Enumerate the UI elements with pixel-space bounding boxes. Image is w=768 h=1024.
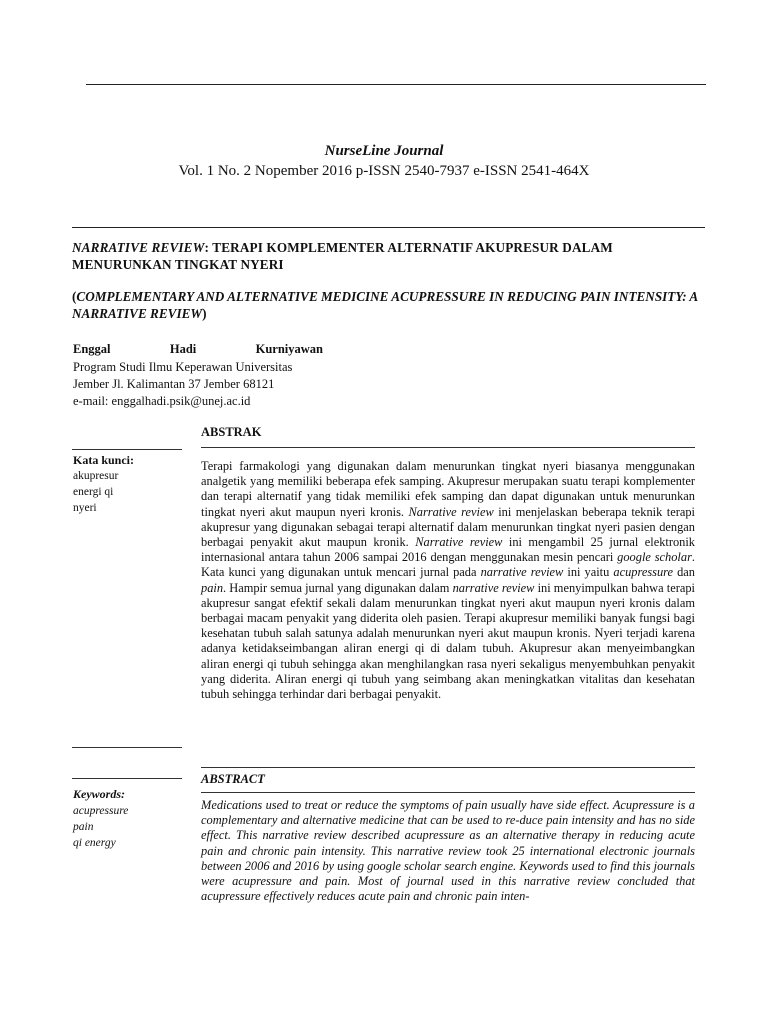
keywords-top-rule [72, 778, 182, 779]
title-en-text: COMPLEMENTARY AND ALTERNATIVE MEDICINE ACUPRESSURE IN REDUCING PAIN INTENSITY: A NARRATIVE REVIEW [72, 289, 698, 321]
article-title-indonesian [72, 239, 702, 273]
author-email: e-mail: enggalhadi.psik@unej.ac.id [73, 394, 251, 408]
keywords-item: pain [73, 821, 94, 833]
italic-term: acupressure [613, 565, 674, 580]
abstrak-bottom-rule [72, 747, 182, 748]
kata-kunci-top-rule [72, 449, 182, 450]
abstrak-body: Terapi farmakologi yang digunakan dalam menurunkan tingkat nyeri biasanya menggunakan analgetik yang memiliki beberapa efek samping. Akupresur merupakan suatu terapi komplementer dan terapi alternatif yang tidak memiliki efek samping dan dapat digunakan untuk menurunkan tingkat nyeri akut maupun nyeri kronis. Narrative review ini menjelaskan beberapa teknik terapi akupresur yang digunakan sebagai terapi alternatif dalam menurunkan tingkat nyeri pasien dengan berbagai penyakit akut maupun kronik. Narrative review ini mengambil 25 jurnal elektronik internasional antara tahun 2006 sampai 2016 dengan menggunakan mesin pencari google scholar. Kata kunci yang digunakan untuk mencari jurnal pada narrative review ini yaitu acupressure dan pain. Hampir semua jurnal yang digunakan dalam narrative review ini menyimpulkan bahwa terapi akupresur sangat efektif sekali dalam menurunkan tingkat nyeri akut maupun nyeri kronis dalam berbagai macam penyakit yang diderita oleh pasien. Terapi akupresur memiliki banyak fungsi bagi kesehatan tubuh salah satunya adalah menurunkan nyeri akut maupun kronis. Nyeri terjadi karena adanya ketidakseimbangan aliran energi qi di dalam tubuh. Akupresur akan menyeimbangkan aliran energi qi tubuh sehingga akan menghilangkan rasa nyeri sekaligus menyembuhkan penyakit yang diderita. Aliran energi qi tubuh yang seimbang akan meningkatkan vitalitas dan kesehatan tubuh sehingga terhindar dari berbagai penyakit. [201, 459, 695, 702]
title-en-close-paren: ) [202, 306, 207, 321]
kata-kunci-item: nyeri [73, 502, 97, 514]
keywords-item: qi energy [73, 837, 116, 849]
italic-term: Narrative review [408, 504, 494, 519]
keywords-item: acupressure [73, 805, 129, 817]
author-name [73, 342, 323, 357]
abstrak-heading: ABSTRAK [201, 425, 262, 439]
italic-term: google scholar [617, 550, 692, 565]
abstract-body: Medications used to treat or reduce the symptoms of pain usually have side effect. Acupressure is a complementary and alternative medicine that can be used to re-duce pain intensity and has no side effect. This narrative review described acupressure as an alternative therapy in reducing acute pain and chronic pain intensity. This narrative review took 25 international electronic journals between 2006 and 2016 by using google scholar search engine. Keywords used to find this journals were acupressure and pain. Most of journal used in this narrative review concluded that acupressure effectively reduces acute pain and chronic pain inten- [201, 798, 695, 904]
author-first-name: Enggal [73, 342, 111, 356]
journal-volume-line: Vol. 1 No. 2 Nopember 2016 p-ISSN 2540-7937 e-ISSN 2541-464X [178, 163, 590, 179]
kata-kunci-item: energi qi [73, 486, 114, 498]
author-affiliation-1: Program Studi Ilmu Keperawan Universitas [73, 360, 293, 374]
italic-term: pain [201, 580, 224, 595]
author-affiliation-2: Jember Jl. Kalimantan 37 Jember 68121 [73, 377, 275, 391]
keywords-list [73, 803, 128, 851]
article-title-english [72, 288, 702, 322]
abstract-top-rule [201, 767, 695, 768]
abstract-heading-rule [201, 792, 695, 793]
keywords-label: Keywords: [73, 787, 125, 801]
header-bottom-rule [72, 227, 705, 228]
title-id-rest: : TERAPI KOMPLEMENTER ALTERNATIF AKUPRESUR DALAM MENURUNKAN TINGKAT NYERI [72, 240, 613, 272]
kata-kunci-label: Kata kunci: [73, 453, 135, 467]
italic-term: narrative review [480, 565, 564, 580]
italic-term: narrative review [452, 580, 535, 595]
header-top-rule [86, 84, 706, 85]
title-en-open-paren: ( [72, 289, 77, 304]
kata-kunci-list [73, 468, 118, 516]
title-id-prefix: NARRATIVE REVIEW [72, 240, 205, 255]
italic-term: Narrative review [415, 535, 503, 550]
author-last-name: Kurniyawan [255, 342, 323, 356]
abstract-heading: ABSTRACT [201, 772, 265, 786]
journal-name: NurseLine Journal [324, 143, 444, 159]
abstrak-heading-rule [201, 447, 695, 448]
author-middle-name: Hadi [169, 342, 197, 356]
kata-kunci-item: akupresur [73, 470, 119, 482]
